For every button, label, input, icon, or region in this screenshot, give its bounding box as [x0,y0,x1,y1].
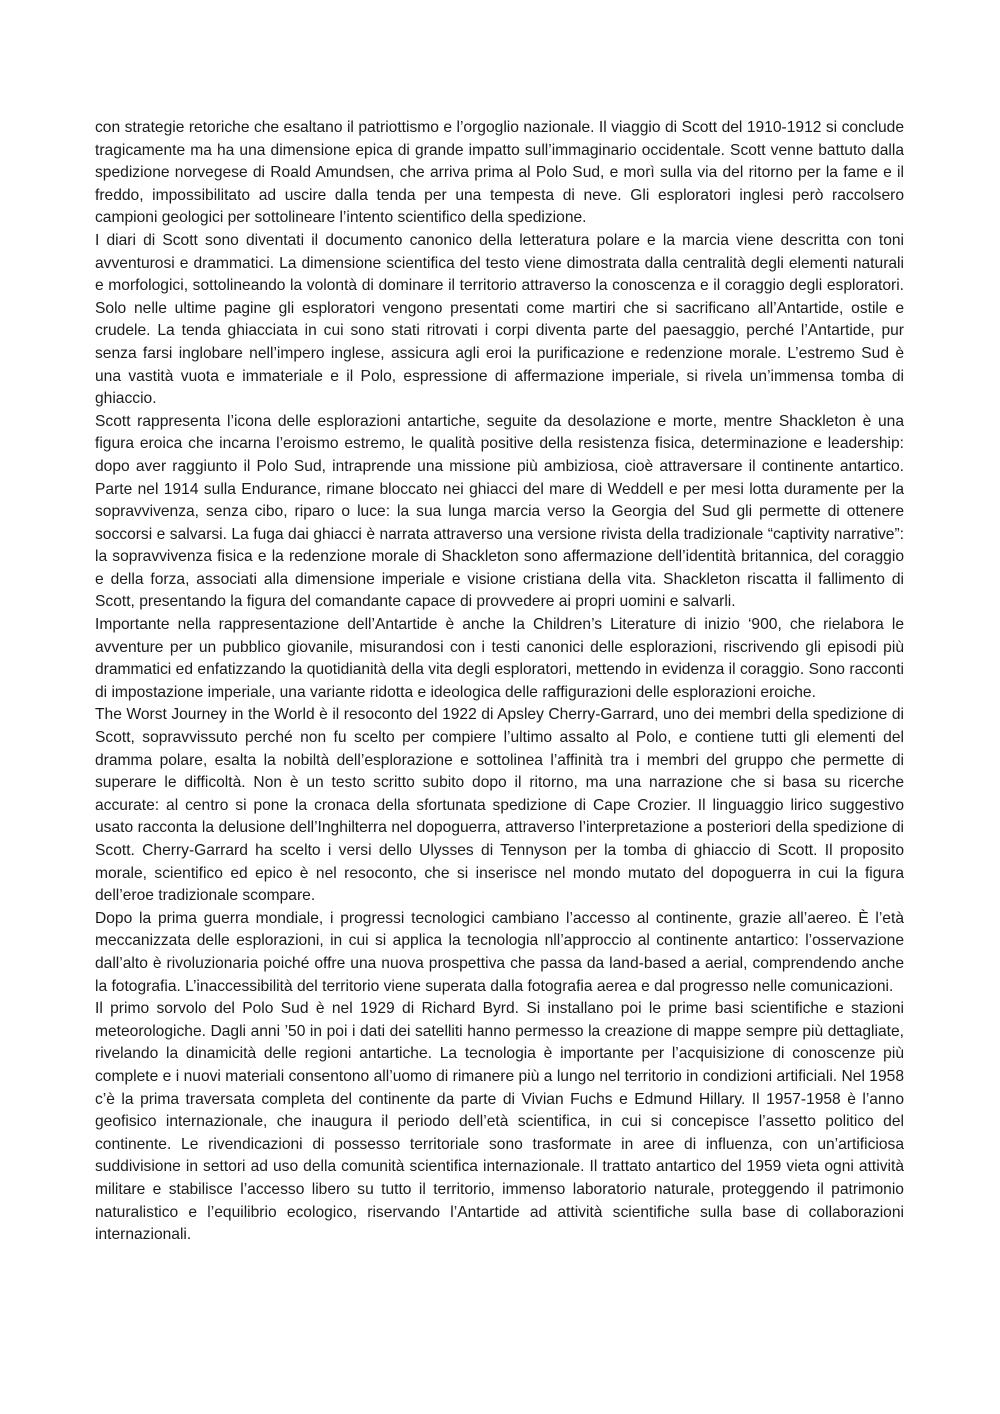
document-page [95,117,904,1247]
paragraph-worst-journey: The Worst Journey in the World è il resoconto del 1922 di Apsley Cherry-Garrard, uno dei membri della spedizione di Scott, sopravvissuto perché non fu scelto per compiere l’ultimo assalto al Polo, e contiene tutti gli elementi del dramma polare, esalta la nobiltà dell’esplorazione e sottolinea l’affinità tra i membri del gruppo che permette di superare le difficoltà. Non è un testo scritto subito dopo il ritorno, ma una narrazione che si basa su ricerche accurate: al centro si pone la cronaca della sfortunata spedizione di Cape Crozier. Il linguaggio lirico suggestivo usato racconta la delusione dell’Inghilterra nel dopoguerra, attraverso l’interpretazione a posteriori della spedizione di Scott. Cherry-Garrard ha scelto i versi dello Ulysses di Tennyson per la tomba di ghiaccio di Scott. Il proposito morale, scientifico ed epico è nel resoconto, che si inserisce nel mondo mutato del dopoguerra in cui la figura dell’eroe tradizionale scompare. [95,706,904,905]
paragraph-scientific-era: Il primo sorvolo del Polo Sud è nel 1929 di Richard Byrd. Si installano poi le prime basi scientifiche e stazioni meteorologiche. Dagli anni ’50 in poi i dati dei satelliti hanno permesso la creazione di mappe sempre più dettagliate, rivelando la dinamicità delle regioni antartiche. La tecnologia è importante per l’acquisizione di conoscenze più complete e i nuovi materiali consentono all’uomo di rimanere più a lungo nel territorio in condizioni artificiali. Nel 1958 c’è la prima traversata completa del continente da parte di Vivian Fuchs e Edmund Hillary. Il 1957-1958 è l’anno geofisico internazionale, che inaugura il periodo dell’età scientifica, in cui si concepisce l’assetto politico del continente. Le rivendicazioni di possesso territoriale sono trasformate in aree di influenza, con un’artificiosa suddivisione in settori ad uso della comunità scientifica internazionale. Il trattato antartico del 1959 vieta ogni attività militare e stabilisce l’accesso libero su tutto il territorio, immenso laboratorio naturale, proteggendo il patrimonio naturalistico e l’equilibrio ecologico, riservando l’Antartide ad attività scientifiche sulla base di collaborazioni internazionali. [95,1000,904,1244]
paragraph-scott-diaries: I diari di Scott sono diventati il documento canonico della letteratura polare e la marcia viene descritta con toni avventurosi e drammatici. La dimensione scientifica del testo viene dimostrata dalla centralità degli elementi naturali e morfologici, sottolineando la volontà di dominare il territorio attraverso la conoscenza e il coraggio degli esploratori. Solo nelle ultime pagine gli esploratori vengono presentati come martiri che si sacrificano all’Antartide, ostile e crudele. La tenda ghiacciata in cui sono stati ritrovati i corpi diventa parte del paesaggio, perché l’Antartide, pur senza farsi inglobare nell’impero inglese, assicura agli eroi la purificazione e redenzione morale. L’estremo Sud è una vastità vuota e immateriale e il Polo, espressione di affermazione imperiale, si rivela un’immensa tomba di ghiaccio. [95,231,904,408]
paragraph-childrens-literature: Importante nella rappresentazione dell’Antartide è anche la Children’s Literature di inizio ‘900, che rielabora le avventure per un pubblico giovanile, misurandosi con i testi canonici delle esplorazioni, riscrivendo gli episodi più drammatici ed enfatizzando la quotidianità della vita degli esploratori, mettendo in evidenza il coraggio. Sono racconti di impostazione imperiale, una variante ridotta e ideologica delle raffigurazioni delle esplorazioni eroiche. [95,616,904,701]
paragraph-postwar-technology: Dopo la prima guerra mondiale, i progressi tecnologici cambiano l’accesso al continente, grazie all’aereo. È l’età meccanizzata delle esplorazioni, in cui si applica la tecnologia nll’approccio al continente antartico: l’osservazione dall’alto è rivoluzionaria poiché offre una nuova prospettiva che passa da land-based a aerial, comprendendo anche la fotografia. L’inaccessibilità del territorio viene superata dalla fotografia aerea e dal progresso nelle comunicazioni. [95,909,904,995]
paragraph-shackleton: Scott rappresenta l’icona delle esplorazioni antartiche, seguite da desolazione e morte, mentre Shackleton è una figura eroica che incarna l’eroismo estremo, le qualità positive della resistenza fisica, determinazione e leadership: dopo aver raggiunto il Polo Sud, intraprende una missione più ambiziosa, cioè attraversare il continente antartico. Parte nel 1914 sulla Endurance, rimane bloccato nei ghiacci del mare di Weddell e per mesi lotta duramente per la sopravvivenza, senza cibo, riparo o luce: la sua lunga marcia verso la Georgia del Sud gli permette di ottenere soccorsi e salvarsi. La fuga dai ghiacci è narrata attraverso una versione rivista della tradizionale “captivity narrative”: la sopravvivenza fisica e la redenzione morale di Shackleton sono affermazione dell’identità britannica, del coraggio e della forza, associati alla dimensione imperiale e visione cristiana della vita. Shackleton riscatta il fallimento di Scott, presentando la figura del comandante capace di provvedere ai propri uomini e salvarli. [95,412,904,611]
paragraph-scott-voyage: con strategie retoriche che esaltano il patriottismo e l’orgoglio nazionale. Il viaggio di Scott del 1910-1912 si conclude tragicamente ma ha una dimensione epica di grande impatto sull’immaginario occidentale. Scott venne battuto dalla spedizione norvegese di Roald Amundsen, che arriva prima al Polo Sud, e morì sulla via del ritorno per la fame e il freddo, impossibilitato ad uscire dalla tenda per una tempesta di neve. Gli esploratori inglesi però raccolsero campioni geologici per sottolineare l’intento scientifico della spedizione. [95,119,904,227]
